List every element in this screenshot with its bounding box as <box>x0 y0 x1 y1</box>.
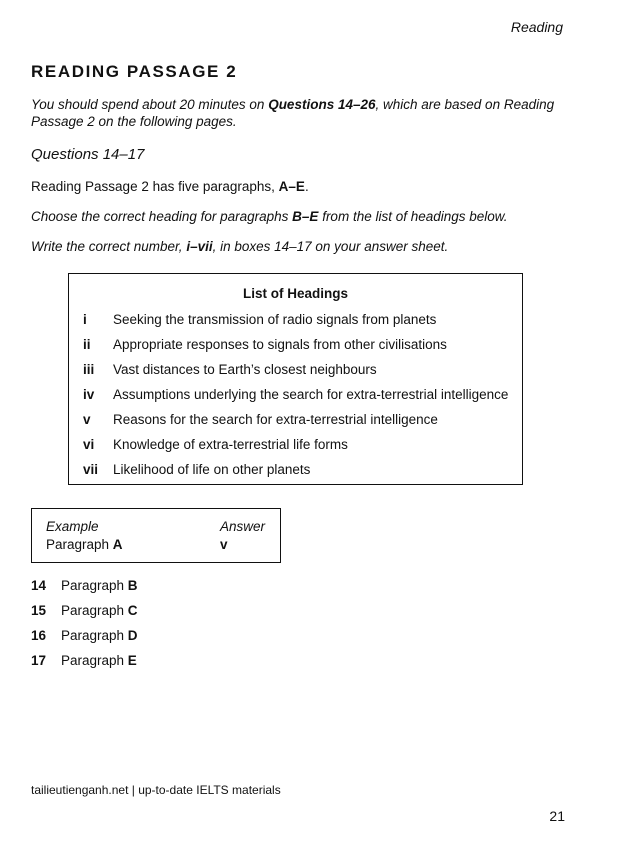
question-item <box>31 603 138 618</box>
heading-text: Seeking the transmission of radio signals from planets <box>113 312 437 327</box>
answer-label: Answer <box>220 519 266 534</box>
heading-item <box>83 362 377 377</box>
question-item <box>31 653 137 668</box>
instruction-bold: i–vii <box>186 239 213 254</box>
heading-text: Vast distances to Earth’s closest neighbours <box>113 362 377 377</box>
question-letter: B <box>127 578 138 593</box>
instruction-end: , in boxes 14–17 on your answer sheet. <box>212 239 449 254</box>
question-number: 17 <box>31 653 47 668</box>
question-item <box>31 628 138 643</box>
heading-item <box>83 337 447 352</box>
section-header: Reading <box>510 19 563 35</box>
heading-number: iii <box>83 362 95 377</box>
instruction-text: Reading Passage 2 has five paragraphs, <box>31 179 279 194</box>
example-answer: v <box>220 537 228 552</box>
intro-text: You should spend about 20 minutes on <box>31 97 269 112</box>
heading-number: iv <box>83 387 95 402</box>
question-item <box>31 578 138 593</box>
instruction-choose-heading <box>31 209 508 224</box>
question-number: 14 <box>31 578 47 593</box>
question-text: Paragraph <box>61 628 128 643</box>
heading-item <box>83 387 508 402</box>
instruction-text: Choose the correct heading for paragraphs <box>31 209 293 224</box>
question-text: Paragraph <box>61 578 128 593</box>
heading-item <box>83 437 348 452</box>
list-of-headings-box <box>68 273 523 485</box>
question-number: 15 <box>31 603 47 618</box>
instruction-text: Write the correct number, <box>31 239 187 254</box>
footer-source: tailieutienganh.net | up-to-date IELTS materials <box>31 783 281 797</box>
question-number: 16 <box>31 628 47 643</box>
question-letter: C <box>127 603 138 618</box>
heading-number: ii <box>83 337 91 352</box>
question-letter: E <box>127 653 137 668</box>
heading-item <box>83 312 436 327</box>
heading-item <box>83 462 310 477</box>
instructions-intro <box>31 96 591 130</box>
questions-range-heading: Questions 14–17 <box>31 146 145 163</box>
heading-text: Knowledge of extra-terrestrial life forms <box>113 437 348 452</box>
example-box <box>31 508 281 563</box>
instruction-end: from the list of headings below. <box>318 209 508 224</box>
heading-text: Likelihood of life on other planets <box>113 462 311 477</box>
instruction-write-number <box>31 239 448 254</box>
heading-text: Appropriate responses to signals from other civilisations <box>113 337 447 352</box>
example-label: Example <box>46 519 99 534</box>
heading-text: Assumptions underlying the search for extra-terrestrial intelligence <box>113 387 509 402</box>
page-number: 21 <box>549 808 565 824</box>
instruction-bold: A–E <box>278 179 305 194</box>
heading-number: v <box>83 412 91 427</box>
instruction-end: . <box>304 179 309 194</box>
heading-number: vi <box>83 437 95 452</box>
heading-number: vii <box>83 462 99 477</box>
question-text: Paragraph <box>61 603 128 618</box>
headings-title: List of Headings <box>242 286 348 301</box>
question-letter: D <box>127 628 138 643</box>
example-paragraph-letter: A <box>112 537 123 552</box>
passage-title: READING PASSAGE 2 <box>31 62 238 81</box>
example-paragraph <box>46 537 123 552</box>
heading-item <box>83 412 438 427</box>
instruction-bold: B–E <box>292 209 319 224</box>
question-text: Paragraph <box>61 653 128 668</box>
heading-text: Reasons for the search for extra-terrestrial intelligence <box>113 412 438 427</box>
instruction-paragraph-count <box>31 179 309 194</box>
example-paragraph-text: Paragraph <box>46 537 113 552</box>
heading-number: i <box>83 312 87 327</box>
intro-text-end: , which are based on Reading Passage 2 on the following pages. <box>31 97 555 129</box>
intro-question-range: Questions 14–26 <box>268 97 376 112</box>
